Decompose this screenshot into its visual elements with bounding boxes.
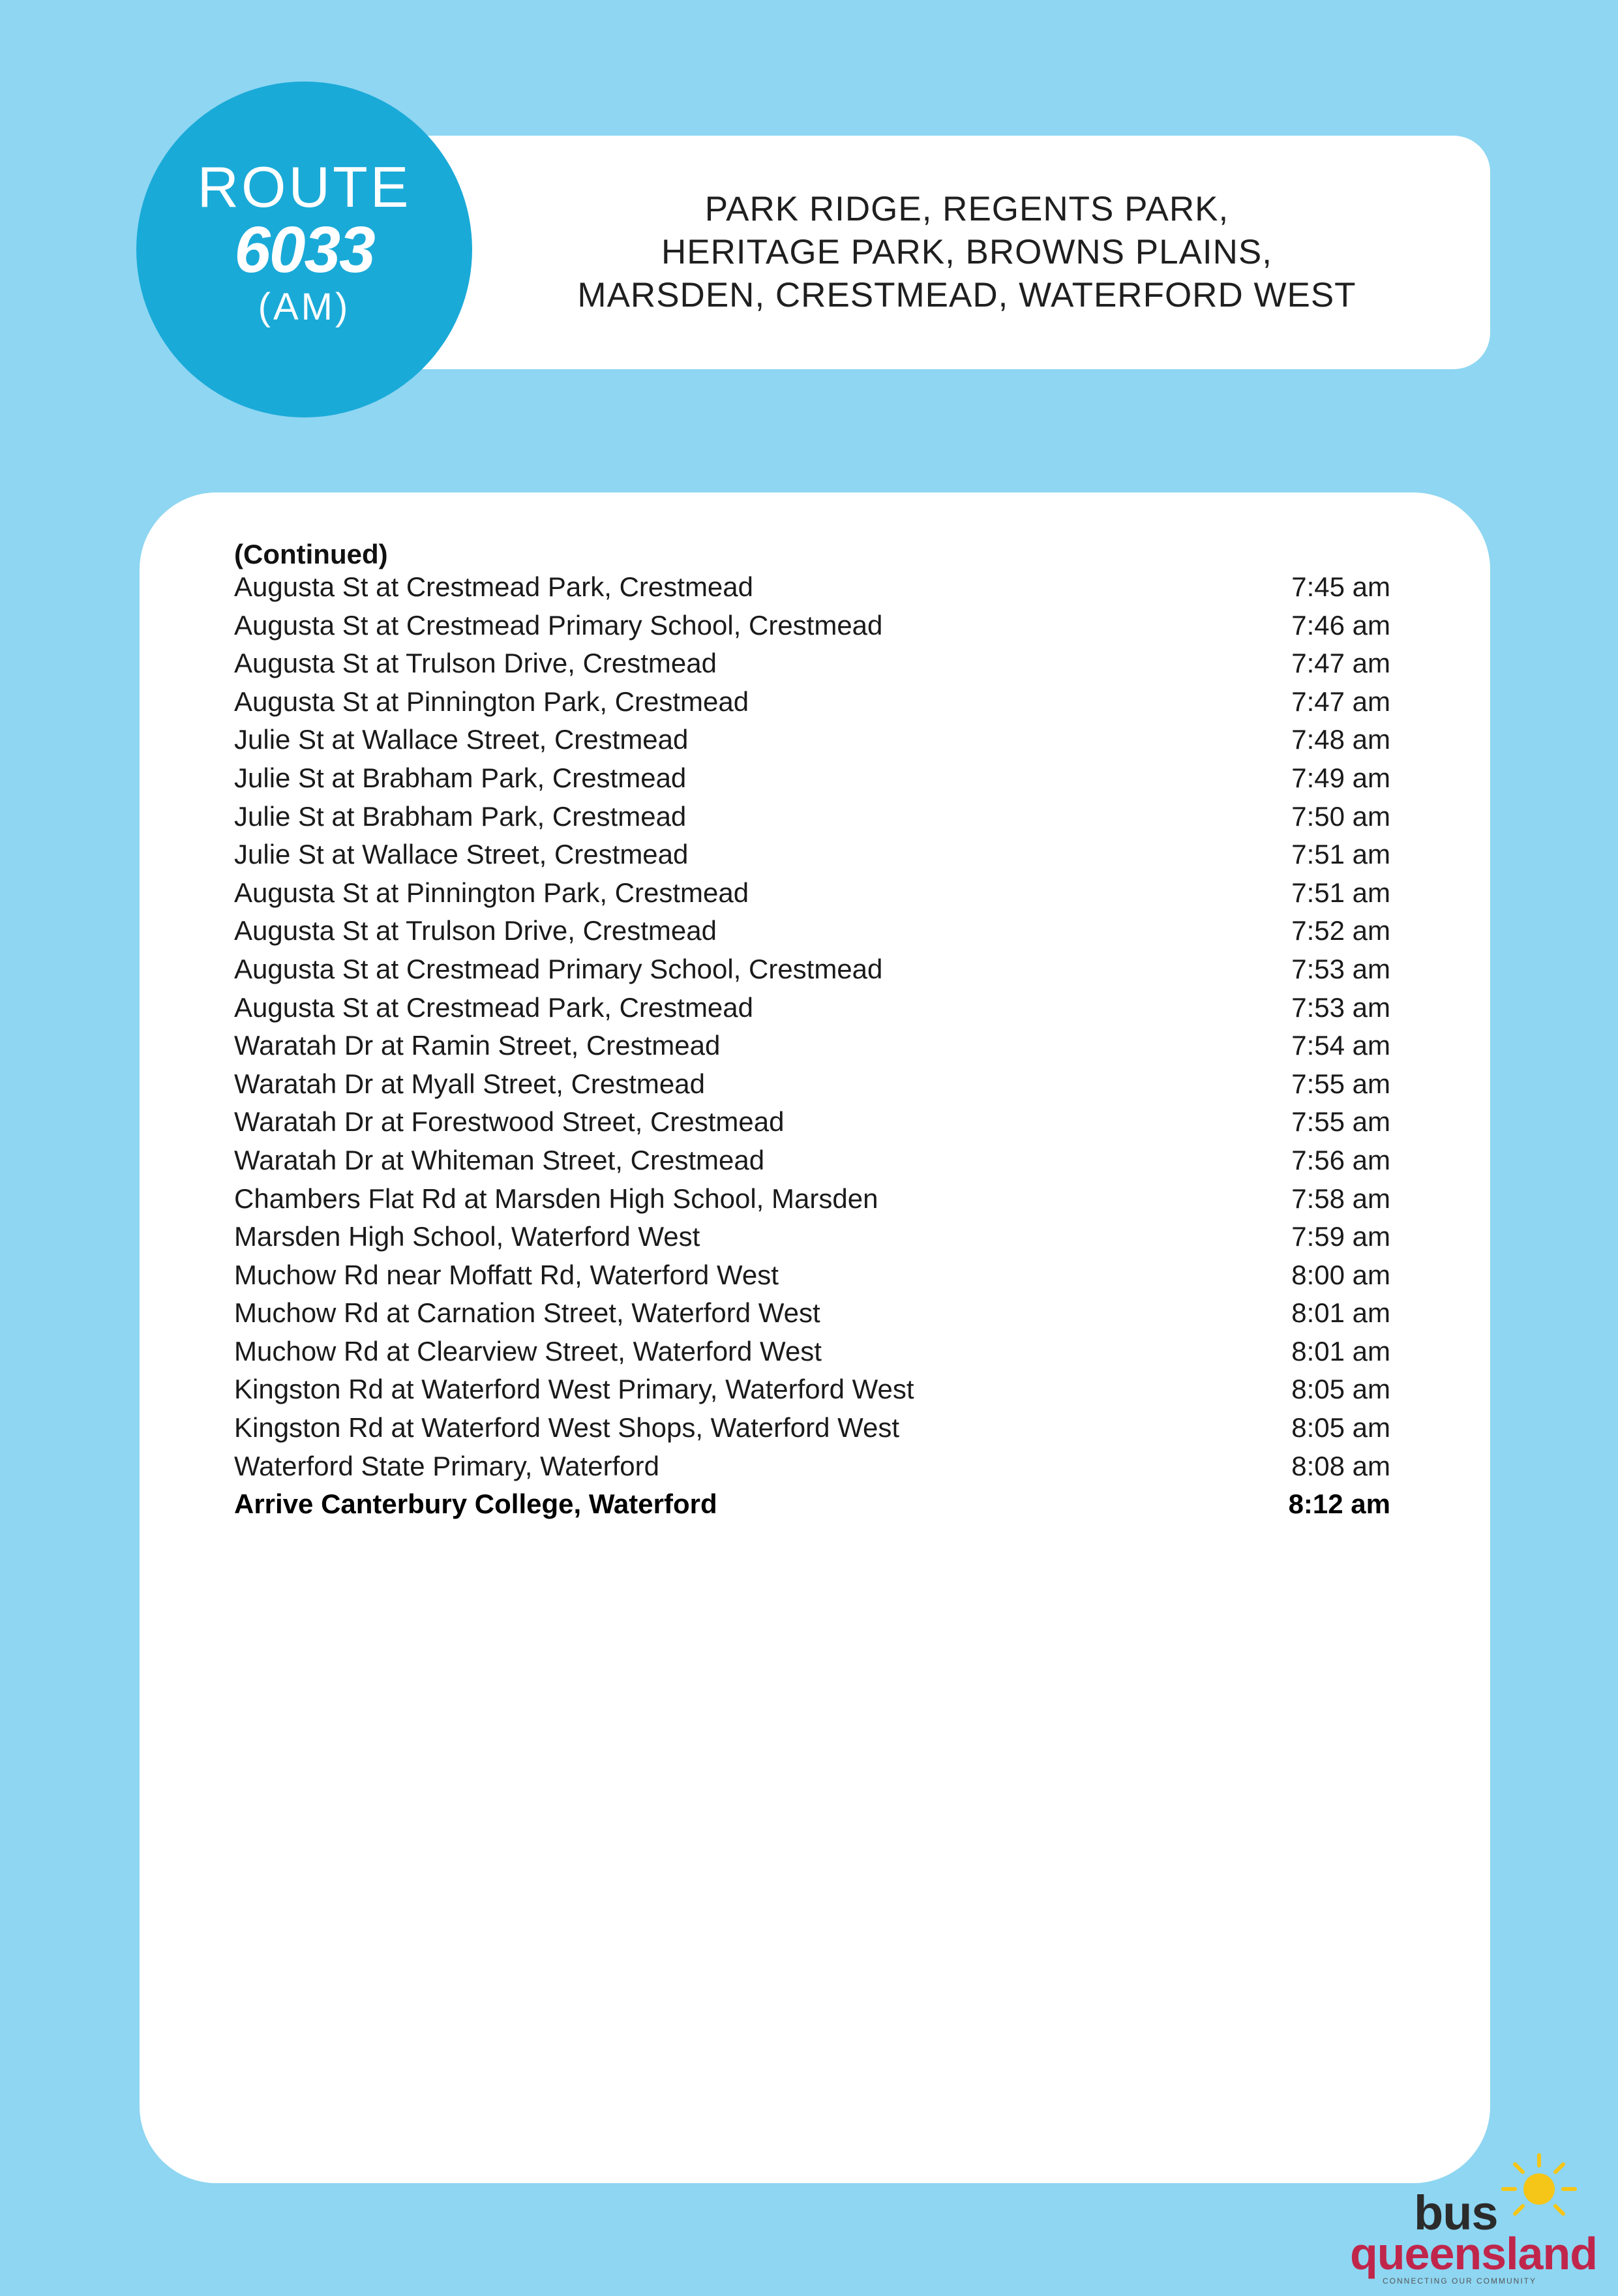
stop-name: Kingston Rd at Waterford West Primary, Waterford West (234, 1374, 914, 1405)
stop-time: 7:55 am (1291, 1068, 1390, 1099)
route-period: (AM) (258, 285, 351, 328)
stop-name: Augusta St at Crestmead Park, Crestmead (234, 571, 754, 602)
route-header-card (365, 136, 1490, 369)
stop-time: 7:56 am (1291, 1144, 1390, 1175)
stop-name: Waterford State Primary, Waterford (234, 1450, 659, 1481)
stop-time: 8:01 am (1291, 1335, 1390, 1367)
timetable-row (234, 1370, 1390, 1409)
timetable-row (234, 912, 1390, 950)
timetable-row (234, 1065, 1390, 1104)
timetable-row (234, 1409, 1390, 1447)
stop-name: Augusta St at Crestmead Park, Crestmead (234, 991, 754, 1023)
route-areas-line: PARK RIDGE, REGENTS PARK, (704, 190, 1229, 228)
stop-time: 8:05 am (1291, 1412, 1390, 1443)
stop-name: Augusta St at Trulson Drive, Crestmead (234, 648, 717, 679)
stop-name: Kingston Rd at Waterford West Shops, Waterford West (234, 1412, 900, 1443)
stop-name: Augusta St at Pinnington Park, Crestmead (234, 686, 749, 717)
route-label: ROUTE (197, 154, 412, 219)
stop-time: 7:45 am (1291, 571, 1390, 602)
stop-time: 7:53 am (1291, 991, 1390, 1023)
stop-name: Augusta St at Crestmead Primary School, Crestmead (234, 953, 883, 984)
stop-name: Augusta St at Pinnington Park, Crestmead (234, 877, 749, 908)
route-badge (136, 82, 472, 417)
stop-name: Waratah Dr at Ramin Street, Crestmead (234, 1030, 721, 1061)
stop-name: Waratah Dr at Forestwood Street, Crestmead (234, 1106, 785, 1138)
final-stop-time: 8:12 am (1288, 1488, 1390, 1520)
stop-name: Augusta St at Crestmead Primary School, Crestmead (234, 609, 883, 641)
route-areas-line: MARSDEN, CRESTMEAD, WATERFORD WEST (577, 276, 1356, 314)
timetable-row (234, 874, 1390, 913)
timetable-row (234, 1218, 1390, 1256)
logo-queensland-text: queensland (1350, 2228, 1597, 2279)
stop-time: 7:52 am (1291, 915, 1390, 946)
final-stop-name: Arrive Canterbury College, Waterford (234, 1488, 717, 1520)
stop-time: 7:53 am (1291, 953, 1390, 984)
stop-name: Julie St at Wallace Street, Crestmead (234, 839, 689, 870)
timetable-row (234, 721, 1390, 759)
timetable-row (234, 798, 1390, 836)
final-stop-row (234, 1485, 1390, 1524)
stop-name: Julie St at Brabham Park, Crestmead (234, 800, 687, 832)
stop-name: Chambers Flat Rd at Marsden High School, Marsden (234, 1183, 878, 1214)
stop-time: 7:46 am (1291, 609, 1390, 641)
timetable-row (234, 989, 1390, 1027)
timetable-row (234, 1447, 1390, 1486)
route-areas-title (522, 136, 1412, 369)
timetable-row (234, 1333, 1390, 1371)
stop-time: 8:01 am (1291, 1297, 1390, 1329)
stop-time: 7:47 am (1291, 686, 1390, 717)
route-number: 6033 (234, 213, 374, 286)
continued-label: (Continued) (234, 539, 388, 569)
timetable-row (234, 644, 1390, 683)
route-areas-line: HERITAGE PARK, BROWNS PLAINS, (661, 233, 1273, 271)
stop-time: 8:05 am (1291, 1374, 1390, 1405)
logo-tagline: CONNECTING OUR COMMUNITY (1383, 2276, 1536, 2286)
stop-name: Waratah Dr at Whiteman Street, Crestmead (234, 1144, 765, 1175)
timetable-card (140, 492, 1490, 2183)
stop-name: Muchow Rd near Moffatt Rd, Waterford West (234, 1259, 779, 1290)
stop-name: Muchow Rd at Carnation Street, Waterford West (234, 1297, 820, 1329)
stop-name: Muchow Rd at Clearview Street, Waterford West (234, 1335, 822, 1367)
timetable-row (234, 1180, 1390, 1218)
stop-time: 7:51 am (1291, 839, 1390, 870)
stop-time: 7:48 am (1291, 724, 1390, 755)
timetable-row (234, 759, 1390, 798)
timetable-row (234, 1256, 1390, 1295)
stop-name: Augusta St at Trulson Drive, Crestmead (234, 915, 717, 946)
stop-name: Julie St at Wallace Street, Crestmead (234, 724, 689, 755)
timetable-row (234, 1141, 1390, 1180)
sun-icon (1490, 2152, 1588, 2237)
stop-time: 8:08 am (1291, 1450, 1390, 1481)
stop-time: 7:54 am (1291, 1030, 1390, 1061)
stop-time: 8:00 am (1291, 1259, 1390, 1290)
timetable-row (234, 568, 1390, 607)
stop-time: 7:47 am (1291, 648, 1390, 679)
stop-time: 7:55 am (1291, 1106, 1390, 1138)
timetable-row (234, 1294, 1390, 1333)
stop-name: Waratah Dr at Myall Street, Crestmead (234, 1068, 705, 1099)
bus-queensland-logo (1343, 2152, 1604, 2289)
stop-time: 7:49 am (1291, 762, 1390, 793)
timetable-row (234, 607, 1390, 645)
timetable-row (234, 683, 1390, 721)
stop-time: 7:59 am (1291, 1221, 1390, 1252)
stop-time: 7:58 am (1291, 1183, 1390, 1214)
timetable-row (234, 1103, 1390, 1141)
stop-name: Julie St at Brabham Park, Crestmead (234, 762, 687, 793)
stop-time: 7:51 am (1291, 877, 1390, 908)
timetable-row (234, 836, 1390, 874)
timetable-row (234, 1027, 1390, 1065)
logo-bus-text: bus (1414, 2186, 1498, 2240)
stop-time: 7:50 am (1291, 800, 1390, 832)
timetable (234, 530, 1390, 1524)
stop-name: Marsden High School, Waterford West (234, 1221, 700, 1252)
timetable-row (234, 950, 1390, 989)
